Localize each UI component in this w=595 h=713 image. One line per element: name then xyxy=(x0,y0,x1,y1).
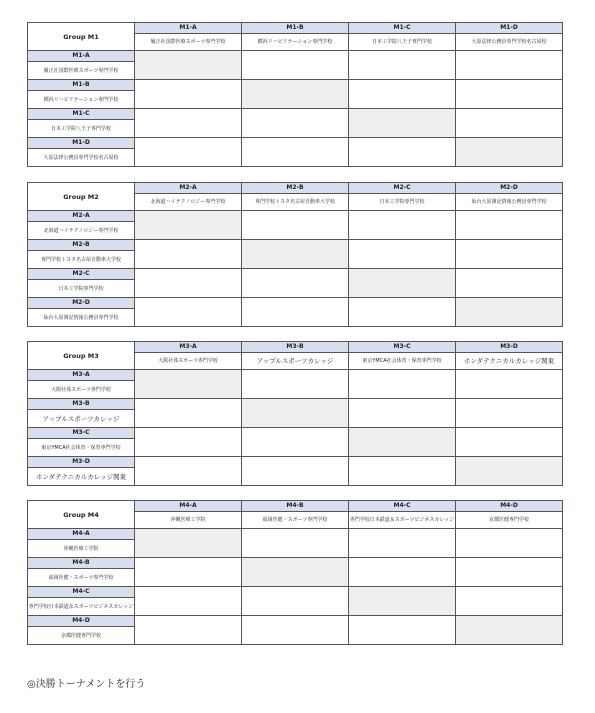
row-team-code: M2-A xyxy=(28,211,135,222)
column-team-code: M1-C xyxy=(349,23,456,34)
row-team-name: 履正社国際医療スポーツ専門学校 xyxy=(28,62,135,80)
row-team-name: ホンダテクニカルカレッジ関東 xyxy=(28,468,135,486)
column-team-code: M4-C xyxy=(349,501,456,512)
column-team-name: 日本工学院八王子専門学校 xyxy=(349,34,456,51)
row-team-code: M1-D xyxy=(28,138,135,149)
match-result-cell xyxy=(349,370,456,399)
self-match-cell xyxy=(456,616,563,645)
row-team-code: M2-B xyxy=(28,240,135,251)
self-match-cell xyxy=(135,529,242,558)
row-team-code: M3-C xyxy=(28,428,135,439)
row-team-name: 大阪社体スポーツ専門学校 xyxy=(28,381,135,399)
match-result-cell xyxy=(242,138,349,167)
column-team-name: 京都医健専門学校 xyxy=(456,512,563,529)
column-team-code: M2-D xyxy=(456,183,563,194)
row-team-code: M3-A xyxy=(28,370,135,381)
self-match-cell xyxy=(456,138,563,167)
column-team-name: 仙台大原簿記情報公務員専門学校 xyxy=(456,194,563,211)
match-result-cell xyxy=(349,51,456,80)
column-team-name: 大原法律公務員専門学校名古屋校 xyxy=(456,34,563,51)
match-result-cell xyxy=(242,587,349,616)
match-result-cell xyxy=(349,80,456,109)
match-result-cell xyxy=(456,240,563,269)
match-result-cell xyxy=(242,370,349,399)
column-team-code: M3-C xyxy=(349,342,456,353)
row-team-code: M4-C xyxy=(28,587,135,598)
row-team-name: 専門学校日本鉄道＆スポーツビジネスカレッジ xyxy=(28,598,135,616)
match-result-cell xyxy=(135,558,242,587)
match-result-cell xyxy=(456,211,563,240)
column-team-code: M4-B xyxy=(242,501,349,512)
row-team-name: アップルスポーツカレッジ xyxy=(28,410,135,428)
row-team-code: M3-D xyxy=(28,457,135,468)
self-match-cell xyxy=(135,211,242,240)
row-team-name: 横浜リハビリテーション専門学校 xyxy=(28,91,135,109)
row-team-code: M1-C xyxy=(28,109,135,120)
row-team-code: M4-A xyxy=(28,529,135,540)
row-team-code: M4-D xyxy=(28,616,135,627)
match-result-cell xyxy=(242,428,349,457)
match-result-cell xyxy=(135,109,242,138)
row-team-code: M2-C xyxy=(28,269,135,280)
group-title: Group M3 xyxy=(28,342,135,370)
self-match-cell xyxy=(349,587,456,616)
column-team-code: M2-C xyxy=(349,183,456,194)
self-match-cell xyxy=(242,240,349,269)
column-team-code: M1-D xyxy=(456,23,563,34)
row-team-name: 北海道ハイテクノロジー専門学校 xyxy=(28,222,135,240)
column-team-code: M2-A xyxy=(135,183,242,194)
group-title: Group M4 xyxy=(28,501,135,529)
match-result-cell xyxy=(456,587,563,616)
column-team-code: M3-A xyxy=(135,342,242,353)
match-result-cell xyxy=(349,616,456,645)
row-team-name: 福岡医健・スポーツ専門学校 xyxy=(28,569,135,587)
group-table-4 xyxy=(27,500,563,645)
match-result-cell xyxy=(242,51,349,80)
match-result-cell xyxy=(135,399,242,428)
match-result-cell xyxy=(349,298,456,327)
self-match-cell xyxy=(135,51,242,80)
match-result-cell xyxy=(135,616,242,645)
match-result-cell xyxy=(349,558,456,587)
column-team-name: 福岡医健・スポーツ専門学校 xyxy=(242,512,349,529)
match-result-cell xyxy=(349,211,456,240)
self-match-cell xyxy=(349,269,456,298)
match-result-cell xyxy=(349,138,456,167)
row-team-name: 大原法律公務員専門学校名古屋校 xyxy=(28,149,135,167)
match-result-cell xyxy=(456,370,563,399)
match-result-cell xyxy=(135,457,242,486)
match-result-cell xyxy=(456,529,563,558)
column-team-code: M4-D xyxy=(456,501,563,512)
match-result-cell xyxy=(242,529,349,558)
group-title: Group M2 xyxy=(28,183,135,211)
row-team-code: M2-D xyxy=(28,298,135,309)
self-match-cell xyxy=(349,428,456,457)
column-team-name: アップルスポーツカレッジ xyxy=(242,353,349,370)
row-team-name: 日本工学院八王子専門学校 xyxy=(28,120,135,138)
match-result-cell xyxy=(242,298,349,327)
column-team-code: M2-B xyxy=(242,183,349,194)
match-result-cell xyxy=(135,80,242,109)
row-team-name: 仙台大原簿記情報公務員専門学校 xyxy=(28,309,135,327)
match-result-cell xyxy=(349,240,456,269)
self-match-cell xyxy=(242,399,349,428)
self-match-cell xyxy=(349,109,456,138)
row-team-code: M3-B xyxy=(28,399,135,410)
final-tournament-note: ◎決勝トーナメントを行う xyxy=(27,679,146,690)
match-result-cell xyxy=(135,269,242,298)
match-result-cell xyxy=(135,298,242,327)
group-table-3 xyxy=(27,341,563,486)
column-team-name: 東京YMCA社会体育・保育専門学校 xyxy=(349,353,456,370)
row-team-name: 沖縄医療工学院 xyxy=(28,540,135,558)
column-team-name: 専門学校日本鉄道＆スポーツビジネスカレッジ xyxy=(349,512,456,529)
match-result-cell xyxy=(135,138,242,167)
match-result-cell xyxy=(456,428,563,457)
column-team-code: M4-A xyxy=(135,501,242,512)
column-team-name: 専門学校トヨタ名古屋自動車大学校 xyxy=(242,194,349,211)
match-result-cell xyxy=(349,529,456,558)
row-team-code: M4-B xyxy=(28,558,135,569)
match-result-cell xyxy=(135,587,242,616)
row-team-name: 京都医健専門学校 xyxy=(28,627,135,645)
column-team-name: 横浜リハビリテーション専門学校 xyxy=(242,34,349,51)
match-result-cell xyxy=(349,399,456,428)
row-team-name: 専門学校トヨタ名古屋自動車大学校 xyxy=(28,251,135,269)
column-team-name: 日本工学院専門学校 xyxy=(349,194,456,211)
match-result-cell xyxy=(242,109,349,138)
self-match-cell xyxy=(242,80,349,109)
row-team-code: M1-A xyxy=(28,51,135,62)
self-match-cell xyxy=(456,457,563,486)
column-team-code: M3-B xyxy=(242,342,349,353)
column-team-name: 履正社国際医療スポーツ専門学校 xyxy=(135,34,242,51)
match-result-cell xyxy=(242,616,349,645)
match-result-cell xyxy=(456,80,563,109)
match-result-cell xyxy=(456,558,563,587)
group-title: Group M1 xyxy=(28,23,135,51)
column-team-name: 沖縄医療工学院 xyxy=(135,512,242,529)
match-result-cell xyxy=(349,457,456,486)
match-result-cell xyxy=(135,240,242,269)
column-team-code: M1-B xyxy=(242,23,349,34)
row-team-name: 東京YMCA社会体育・保育専門学校 xyxy=(28,439,135,457)
match-result-cell xyxy=(456,399,563,428)
column-team-name: 大阪社体スポーツ専門学校 xyxy=(135,353,242,370)
match-result-cell xyxy=(456,109,563,138)
column-team-name: 北海道ハイテクノロジー専門学校 xyxy=(135,194,242,211)
match-result-cell xyxy=(456,269,563,298)
column-team-code: M1-A xyxy=(135,23,242,34)
group-table-1 xyxy=(27,22,563,167)
group-table-2 xyxy=(27,182,563,327)
row-team-code: M1-B xyxy=(28,80,135,91)
self-match-cell xyxy=(456,298,563,327)
match-result-cell xyxy=(135,428,242,457)
column-team-code: M3-D xyxy=(456,342,563,353)
self-match-cell xyxy=(135,370,242,399)
match-result-cell xyxy=(242,211,349,240)
match-result-cell xyxy=(456,51,563,80)
self-match-cell xyxy=(242,558,349,587)
row-team-name: 日本工学院専門学校 xyxy=(28,280,135,298)
match-result-cell xyxy=(242,457,349,486)
match-result-cell xyxy=(242,269,349,298)
column-team-name: ホンダテクニカルカレッジ関東 xyxy=(456,353,563,370)
